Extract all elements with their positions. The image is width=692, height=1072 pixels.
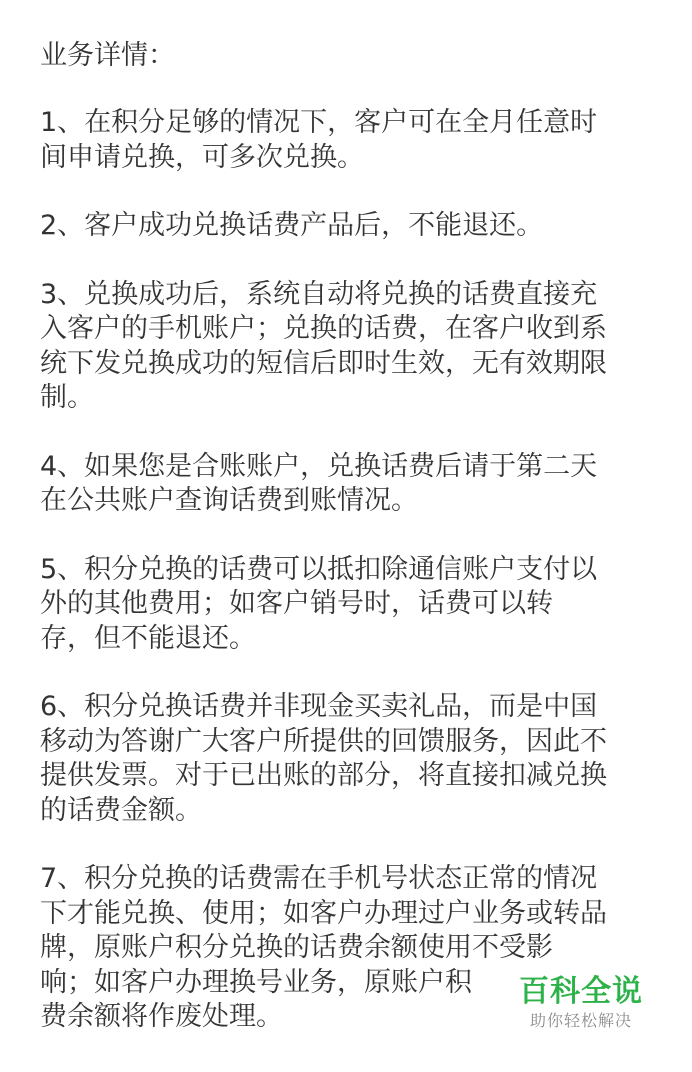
watermark-subtitle: 助你轻松解决 xyxy=(529,1011,632,1030)
paragraph-line: 统下发兑换成功的短信后即时生效，无有效期限 xyxy=(40,347,607,379)
paragraph-line: 4、如果您是合账账户，兑换话费后请于第二天 xyxy=(40,450,598,482)
paragraph-line: 外的其他费用；如客户销号时，话费可以转 xyxy=(40,588,553,619)
paragraph-line: 间申请兑换，可多次兑换。 xyxy=(40,141,364,173)
paragraph-line: 响；如客户办理换号业务，原账户积 xyxy=(40,966,472,998)
paragraph-line: 入客户的手机账户；兑换的话费，在客户收到系 xyxy=(40,313,607,344)
paragraph-line: 牌，原账户积分兑换的话费余额使用不受影 xyxy=(40,932,553,963)
paragraph-line: 下才能兑换、使用；如客户办理过户业务或转品 xyxy=(40,897,607,929)
paragraph-line: 制。 xyxy=(40,382,94,413)
paragraph-line: 在公共账户查询话费到账情况。 xyxy=(40,485,418,516)
paragraph-line: 2、客户成功兑换话费产品后，不能退还。 xyxy=(40,210,544,241)
paragraph-line: 3、兑换成功后，系统自动将兑换的话费直接充 xyxy=(40,278,598,310)
paragraph-2 xyxy=(40,209,660,244)
paragraph-1 xyxy=(40,106,660,175)
paragraph-3 xyxy=(40,278,660,416)
paragraph-line: 5、积分兑换的话费可以抵扣除通信账户支付以 xyxy=(40,553,598,585)
document-heading: 业务详情： xyxy=(40,40,175,71)
paragraph-line: 6、积分兑换话费并非现金买卖礼品，而是中国 xyxy=(40,691,598,722)
paragraph-line: 费余额将作废处理。 xyxy=(40,1001,283,1032)
paragraph-line: 1、在积分足够的情况下，客户可在全月任意时 xyxy=(40,107,598,138)
paragraph-line: 提供发票。对于已出账的部分，将直接扣减兑换 xyxy=(40,760,607,791)
paragraph-5 xyxy=(40,553,660,657)
paragraph-4 xyxy=(40,450,660,519)
paragraph-line: 7、积分兑换的话费需在手机号状态正常的情况 xyxy=(40,863,598,894)
watermark-title: 百科全说 xyxy=(519,974,643,1009)
paragraph-6 xyxy=(40,690,660,828)
paragraph-line: 的话费金额。 xyxy=(40,794,202,826)
paragraph-line: 存，但不能退还。 xyxy=(40,622,256,654)
document-body xyxy=(40,38,660,1069)
paragraph-line: 移动为答谢广大客户所提供的回馈服务，因此不 xyxy=(40,725,607,757)
watermark-logo xyxy=(515,974,647,1044)
